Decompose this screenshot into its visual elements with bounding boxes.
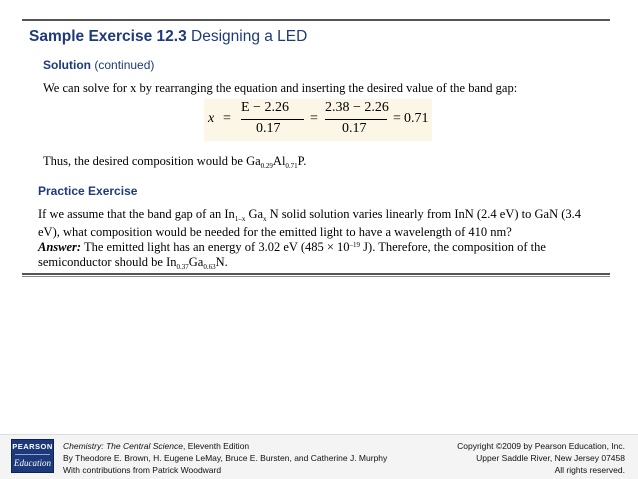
solution-heading bbox=[43, 58, 154, 72]
p1-c: N solid solution varies linearly from InN (2.4 eV) to GaN (3.4 bbox=[266, 207, 582, 221]
line2-sub2: 0.71 bbox=[285, 162, 298, 170]
fraction-bar-2 bbox=[325, 119, 387, 120]
eq-lhs: x bbox=[208, 111, 215, 126]
p1-sub1: 1–x bbox=[234, 215, 246, 223]
bottom-divider bbox=[22, 273, 610, 275]
eq-result: 0.71 bbox=[404, 111, 429, 126]
footer-copyright bbox=[457, 440, 625, 476]
line2-sub1: 0.29 bbox=[260, 162, 273, 170]
book-title: Chemistry: The Central Science bbox=[63, 441, 183, 451]
eq-sign-2: = bbox=[310, 111, 318, 126]
p4-b: Ga bbox=[188, 255, 204, 269]
line2-mid: Al bbox=[272, 154, 286, 168]
p3-a: The emitted light has an energy of 3.02 eV (485 × 10 bbox=[81, 240, 350, 254]
eq-numerator-1: E − 2.26 bbox=[241, 100, 289, 115]
eq-denominator-1: 0.17 bbox=[256, 121, 281, 136]
bottom-divider-thin bbox=[22, 276, 610, 277]
top-divider bbox=[22, 19, 610, 21]
eq-sign-1: = bbox=[223, 111, 231, 126]
authors: By Theodore E. Brown, H. Eugene LeMay, Bruce E. Bursten, and Catherine J. Murphy bbox=[63, 453, 388, 463]
eq-denominator-2: 0.17 bbox=[342, 121, 367, 136]
copyright: Copyright ©2009 by Pearson Education, Inc. bbox=[457, 441, 625, 451]
solution-continued: (continued) bbox=[94, 58, 155, 72]
title-bold: Sample Exercise 12.3 bbox=[29, 28, 187, 45]
practice-line1 bbox=[38, 207, 581, 223]
fraction-bar-1 bbox=[241, 119, 304, 120]
title-rest: Designing a LED bbox=[191, 28, 308, 45]
practice-line4 bbox=[38, 255, 228, 271]
equation-box bbox=[204, 99, 432, 141]
p4-a: semiconductor should be In bbox=[38, 255, 177, 269]
address: Upper Saddle River, New Jersey 07458 bbox=[476, 453, 625, 463]
line2-prefix: Thus, the desired composition would be Ga bbox=[43, 154, 261, 168]
eq-numerator-2: 2.38 − 2.26 bbox=[325, 100, 389, 115]
line2-suffix: P. bbox=[297, 154, 307, 168]
p1-sub2: x bbox=[263, 215, 267, 223]
footer-credits bbox=[63, 440, 387, 476]
p4-c: N. bbox=[215, 255, 228, 269]
solution-line2 bbox=[43, 154, 306, 170]
practice-line3 bbox=[38, 240, 546, 255]
solution-label: Solution bbox=[43, 58, 91, 72]
solution-line1: We can solve for x by rearranging the equation and inserting the desired value of the band gap: bbox=[43, 81, 518, 95]
logo-divider bbox=[15, 454, 50, 455]
p1-b: Ga bbox=[245, 207, 264, 221]
page-title bbox=[29, 28, 307, 46]
logo-bottom-text: Education bbox=[14, 458, 51, 468]
practice-heading: Practice Exercise bbox=[38, 184, 138, 198]
p1-a: If we assume that the band gap of an In bbox=[38, 207, 235, 221]
practice-line2: eV), what composition would be needed for the emitted light to have a wavelength of 410 nm? bbox=[38, 225, 512, 239]
contributions: With contributions from Patrick Woodward bbox=[63, 465, 222, 475]
book-title-line bbox=[63, 440, 387, 452]
book-edition: , Eleventh Edition bbox=[183, 441, 250, 451]
rights: All rights reserved. bbox=[554, 465, 625, 475]
pearson-logo bbox=[11, 439, 54, 473]
logo-top-text: PEARSON bbox=[12, 442, 53, 451]
p3-sup: –19 bbox=[349, 241, 361, 249]
p4-sub1: 0.37 bbox=[176, 263, 189, 271]
p4-sub2: 0.63 bbox=[203, 263, 216, 271]
eq-sign-3: = bbox=[393, 111, 401, 126]
p3-b: J). Therefore, the composition of the bbox=[360, 240, 546, 254]
answer-label: Answer: bbox=[38, 240, 82, 254]
